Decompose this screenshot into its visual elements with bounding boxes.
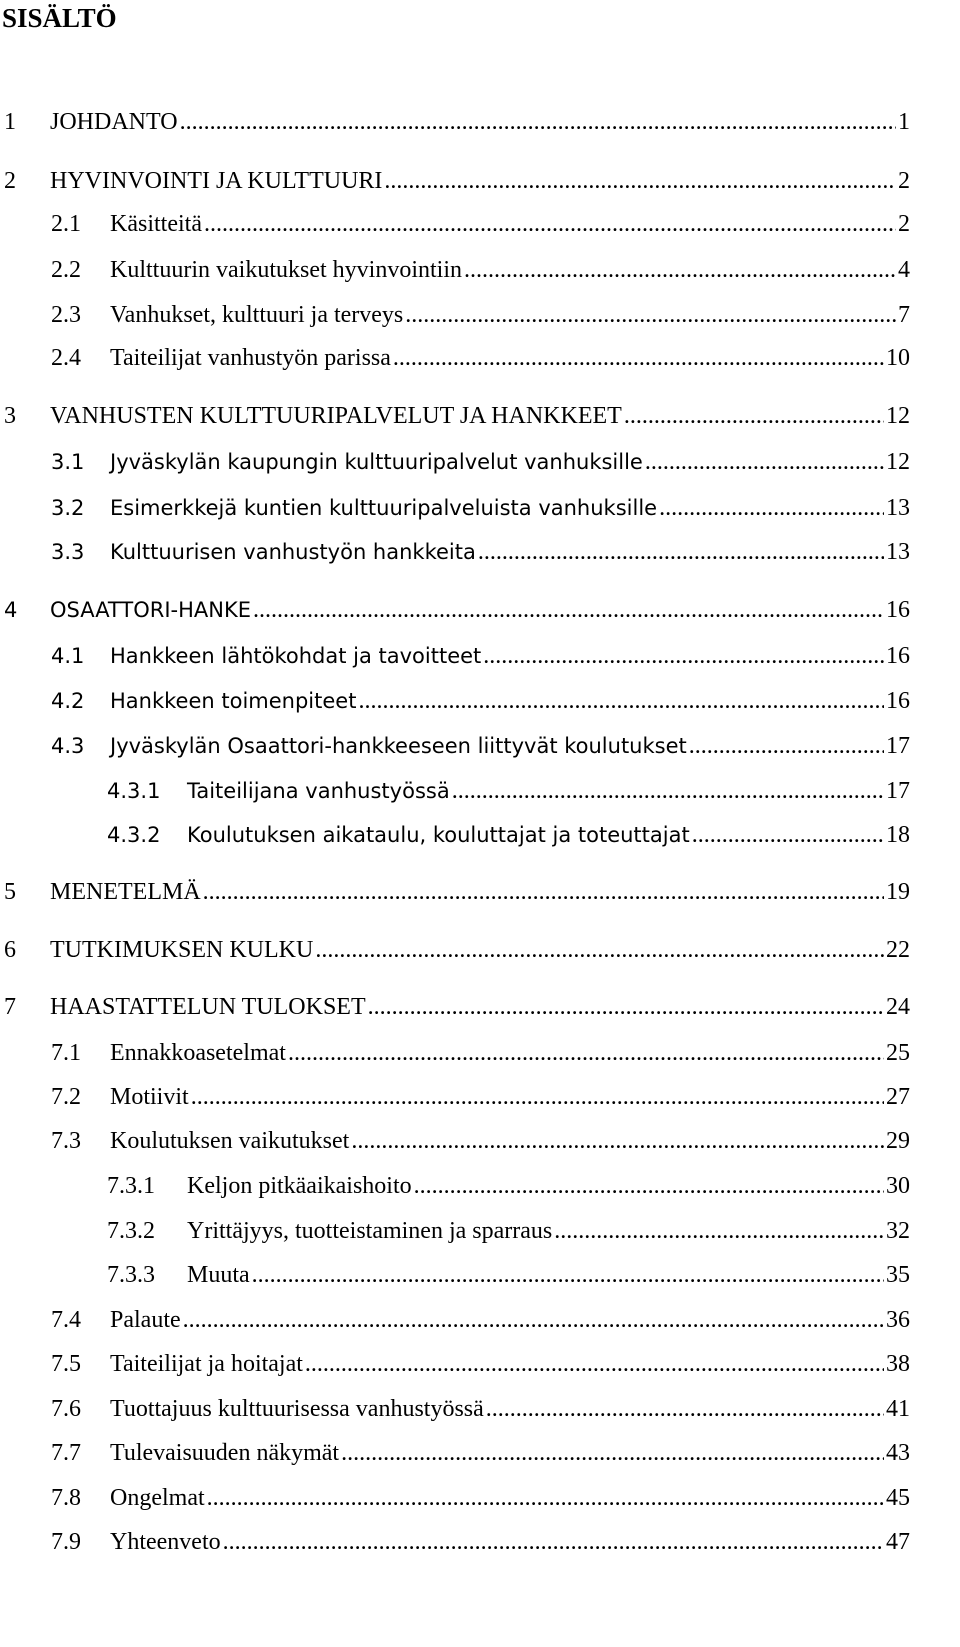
toc-entry-title: Käsitteitä	[110, 211, 202, 237]
toc-entry-page: 47	[886, 1529, 910, 1555]
toc-entry-title: Kulttuurisen vanhustyön hankkeita	[110, 540, 476, 564]
toc-entry-3[interactable]	[4, 400, 910, 432]
toc-entry-number: 2.1	[51, 211, 81, 237]
dot-leader	[692, 819, 884, 851]
toc-entry-page: 4	[898, 257, 910, 283]
toc-entry-7-5[interactable]	[51, 1348, 910, 1380]
toc-entry-page: 24	[886, 994, 910, 1020]
toc-entry-page: 29	[886, 1128, 910, 1154]
dot-leader	[315, 934, 884, 966]
toc-entry-number: 7.6	[51, 1396, 81, 1422]
toc-entry-page: 16	[886, 688, 910, 714]
toc-entry-3-1[interactable]	[51, 446, 910, 478]
dot-leader	[452, 775, 884, 807]
dot-leader	[478, 536, 884, 568]
toc-entry-page: 17	[886, 778, 910, 804]
dot-leader	[486, 1393, 884, 1425]
toc-entry-number: 7.2	[51, 1084, 81, 1110]
dot-leader	[183, 1304, 884, 1336]
toc-entry-4-3-1[interactable]	[107, 775, 910, 807]
toc-entry-number: 1	[4, 109, 16, 135]
toc-entry-4-1[interactable]	[51, 640, 910, 672]
toc-entry-7-2[interactable]	[51, 1081, 910, 1113]
toc-entry-2[interactable]	[4, 165, 910, 197]
toc-entry-title: MENETELMÄ	[50, 879, 201, 905]
toc-entry-4-3-2[interactable]	[107, 819, 910, 851]
toc-entry-7-7[interactable]	[51, 1437, 910, 1469]
toc-entry-title: HYVINVOINTI JA KULTTUURI	[50, 168, 383, 194]
toc-entry-page: 10	[886, 345, 910, 371]
toc-entry-2-3[interactable]	[51, 299, 910, 331]
dot-leader	[341, 1437, 884, 1469]
toc-entry-4-3[interactable]	[51, 730, 910, 762]
toc-entry-page: 19	[886, 879, 910, 905]
toc-entry-title: Tuottajuus kulttuurisessa vanhustyössä	[110, 1396, 484, 1422]
toc-entry-page: 2	[898, 211, 910, 237]
toc-entry-title: Motiivit	[110, 1084, 189, 1110]
toc-entry-page: 35	[886, 1262, 910, 1288]
toc-entry-title: Vanhukset, kulttuuri ja terveys	[110, 302, 404, 328]
toc-entry-number: 4	[4, 598, 18, 622]
toc-entry-page: 7	[898, 302, 910, 328]
dot-leader	[645, 446, 884, 478]
toc-entry-3-3[interactable]	[51, 536, 910, 568]
toc-entry-number: 2.2	[51, 257, 81, 283]
dot-leader	[368, 991, 884, 1023]
toc-entry-page: 22	[886, 937, 910, 963]
toc-entry-7-1[interactable]	[51, 1037, 910, 1069]
toc-entry-number: 7.5	[51, 1351, 81, 1377]
toc-entry-page: 32	[886, 1218, 910, 1244]
toc-entry-page: 13	[886, 539, 910, 565]
toc-entry-number: 7.3.3	[107, 1262, 155, 1288]
toc-entry-number: 4.3	[51, 734, 85, 758]
toc-entry-title: Yrittäjyys, tuotteistaminen ja sparraus	[187, 1218, 553, 1244]
toc-entry-title: Esimerkkejä kuntien kulttuuripalveluista vanhuksille	[110, 496, 658, 520]
toc-entry-page: 12	[886, 449, 910, 475]
toc-entry-page: 16	[886, 643, 910, 669]
dot-leader	[624, 400, 884, 432]
dot-leader	[393, 342, 884, 374]
toc-entry-page: 27	[886, 1084, 910, 1110]
toc-entry-number: 4.3.2	[107, 823, 161, 847]
dot-leader	[464, 254, 896, 286]
toc-entry-4[interactable]	[4, 594, 910, 626]
toc-entry-page: 30	[886, 1173, 910, 1199]
toc-entry-title: OSAATTORI-HANKE	[50, 598, 252, 622]
toc-entry-2-1[interactable]	[51, 208, 910, 240]
toc-entry-number: 3.1	[51, 450, 85, 474]
toc-entry-title: Kulttuurin vaikutukset hyvinvointiin	[110, 257, 462, 283]
toc-entry-page: 16	[886, 597, 910, 623]
dot-leader	[554, 1215, 884, 1247]
toc-entry-number: 7	[4, 994, 16, 1020]
toc-entry-page: 45	[886, 1485, 910, 1511]
toc-entry-number: 7.4	[51, 1307, 81, 1333]
toc-entry-7-3[interactable]	[51, 1125, 910, 1157]
toc-entry-number: 3.3	[51, 540, 85, 564]
toc-entry-page: 13	[886, 495, 910, 521]
page-title: SISÄLTÖ	[2, 3, 117, 33]
toc-entry-7-4[interactable]	[51, 1304, 910, 1336]
toc-entry-number: 7.3.1	[107, 1173, 155, 1199]
toc-entry-title: Taiteilijana vanhustyössä	[187, 779, 450, 803]
toc-entry-title: VANHUSTEN KULTTUURIPALVELUT JA HANKKEET	[50, 403, 622, 429]
toc-entry-title: Koulutuksen aikataulu, kouluttajat ja toteuttajat	[187, 823, 690, 847]
toc-entry-7-6[interactable]	[51, 1393, 910, 1425]
toc-entry-number: 3	[4, 403, 16, 429]
toc-entry-title: Jyväskylän Osaattori-hankkeeseen liittyvät koulutukset	[110, 734, 687, 758]
toc-entry-title: Hankkeen lähtökohdat ja tavoitteet	[110, 644, 482, 668]
toc-entry-7-8[interactable]	[51, 1482, 910, 1514]
toc-entry-title: Jyväskylän kaupungin kulttuuripalvelut vanhuksille	[110, 450, 643, 474]
dot-leader	[191, 1081, 884, 1113]
toc-entry-page: 18	[886, 822, 910, 848]
dot-leader	[384, 165, 896, 197]
dot-leader	[414, 1170, 884, 1202]
toc-entry-1[interactable]	[4, 106, 910, 138]
toc-entry-page: 12	[886, 403, 910, 429]
toc-entry-page: 43	[886, 1440, 910, 1466]
dot-leader	[288, 1037, 884, 1069]
toc-entry-number: 2.3	[51, 302, 81, 328]
toc-entry-page: 2	[898, 168, 910, 194]
toc-entry-5[interactable]	[4, 876, 910, 908]
toc-entry-number: 7.9	[51, 1529, 81, 1555]
dot-leader	[203, 876, 884, 908]
toc-entry-title: Keljon pitkäaikaishoito	[187, 1173, 412, 1199]
dot-leader	[253, 594, 884, 626]
toc-entry-title: Ennakkoasetelmat	[110, 1040, 286, 1066]
toc-entry-number: 4.2	[51, 689, 85, 713]
toc-entry-title: Palaute	[110, 1307, 181, 1333]
toc-entry-4-2[interactable]	[51, 685, 910, 717]
toc-entry-number: 7.3	[51, 1128, 81, 1154]
toc-entry-number: 5	[4, 879, 16, 905]
toc-entry-number: 3.2	[51, 496, 85, 520]
toc-entry-number: 4.3.1	[107, 779, 161, 803]
toc-entry-title: Muuta	[187, 1262, 250, 1288]
toc-entry-6[interactable]	[4, 934, 910, 966]
toc-entry-number: 7.1	[51, 1040, 81, 1066]
toc-entry-title: Ongelmat	[110, 1485, 205, 1511]
toc-entry-page: 17	[886, 733, 910, 759]
toc-entry-7-3-1[interactable]	[107, 1170, 910, 1202]
toc-entry-page: 1	[898, 109, 910, 135]
toc-entry-number: 2.4	[51, 345, 81, 371]
toc-entry-7-9[interactable]	[51, 1526, 910, 1558]
dot-leader	[180, 106, 896, 138]
toc-entry-number: 7.7	[51, 1440, 81, 1466]
toc-entry-title: TUTKIMUKSEN KULKU	[50, 937, 314, 963]
toc-entry-7[interactable]	[4, 991, 910, 1023]
toc-entry-number: 4.1	[51, 644, 85, 668]
toc-entry-page: 41	[886, 1396, 910, 1422]
dot-leader	[689, 730, 884, 762]
toc-entry-number: 7.3.2	[107, 1218, 155, 1244]
toc-entry-title: JOHDANTO	[50, 109, 178, 135]
toc-entry-title: Yhteenveto	[110, 1529, 221, 1555]
dot-leader	[659, 492, 884, 524]
toc-entry-number: 7.8	[51, 1485, 81, 1511]
dot-leader	[405, 299, 896, 331]
toc-entry-title: Hankkeen toimenpiteet	[110, 689, 357, 713]
toc-entry-2-4[interactable]	[51, 342, 910, 374]
dot-leader	[358, 685, 884, 717]
toc-entry-2-2[interactable]	[51, 254, 910, 286]
dot-leader	[223, 1526, 884, 1558]
dot-leader	[204, 208, 896, 240]
toc-entry-title: Tulevaisuuden näkymät	[110, 1440, 340, 1466]
toc-entry-title: Taiteilijat ja hoitajat	[110, 1351, 303, 1377]
toc-entry-title: Koulutuksen vaikutukset	[110, 1128, 350, 1154]
dot-leader	[351, 1125, 884, 1157]
toc-entry-7-3-3[interactable]	[107, 1259, 910, 1291]
dot-leader	[252, 1259, 884, 1291]
toc-entry-page: 38	[886, 1351, 910, 1377]
dot-leader	[207, 1482, 884, 1514]
dot-leader	[305, 1348, 884, 1380]
toc-entry-title: HAASTATTELUN TULOKSET	[50, 994, 366, 1020]
toc-entry-number: 6	[4, 937, 16, 963]
toc-entry-3-2[interactable]	[51, 492, 910, 524]
dot-leader	[483, 640, 884, 672]
toc-entry-number: 2	[4, 168, 16, 194]
toc-entry-page: 36	[886, 1307, 910, 1333]
toc-entry-7-3-2[interactable]	[107, 1215, 910, 1247]
toc-entry-title: Taiteilijat vanhustyön parissa	[110, 345, 391, 371]
toc-entry-page: 25	[886, 1040, 910, 1066]
